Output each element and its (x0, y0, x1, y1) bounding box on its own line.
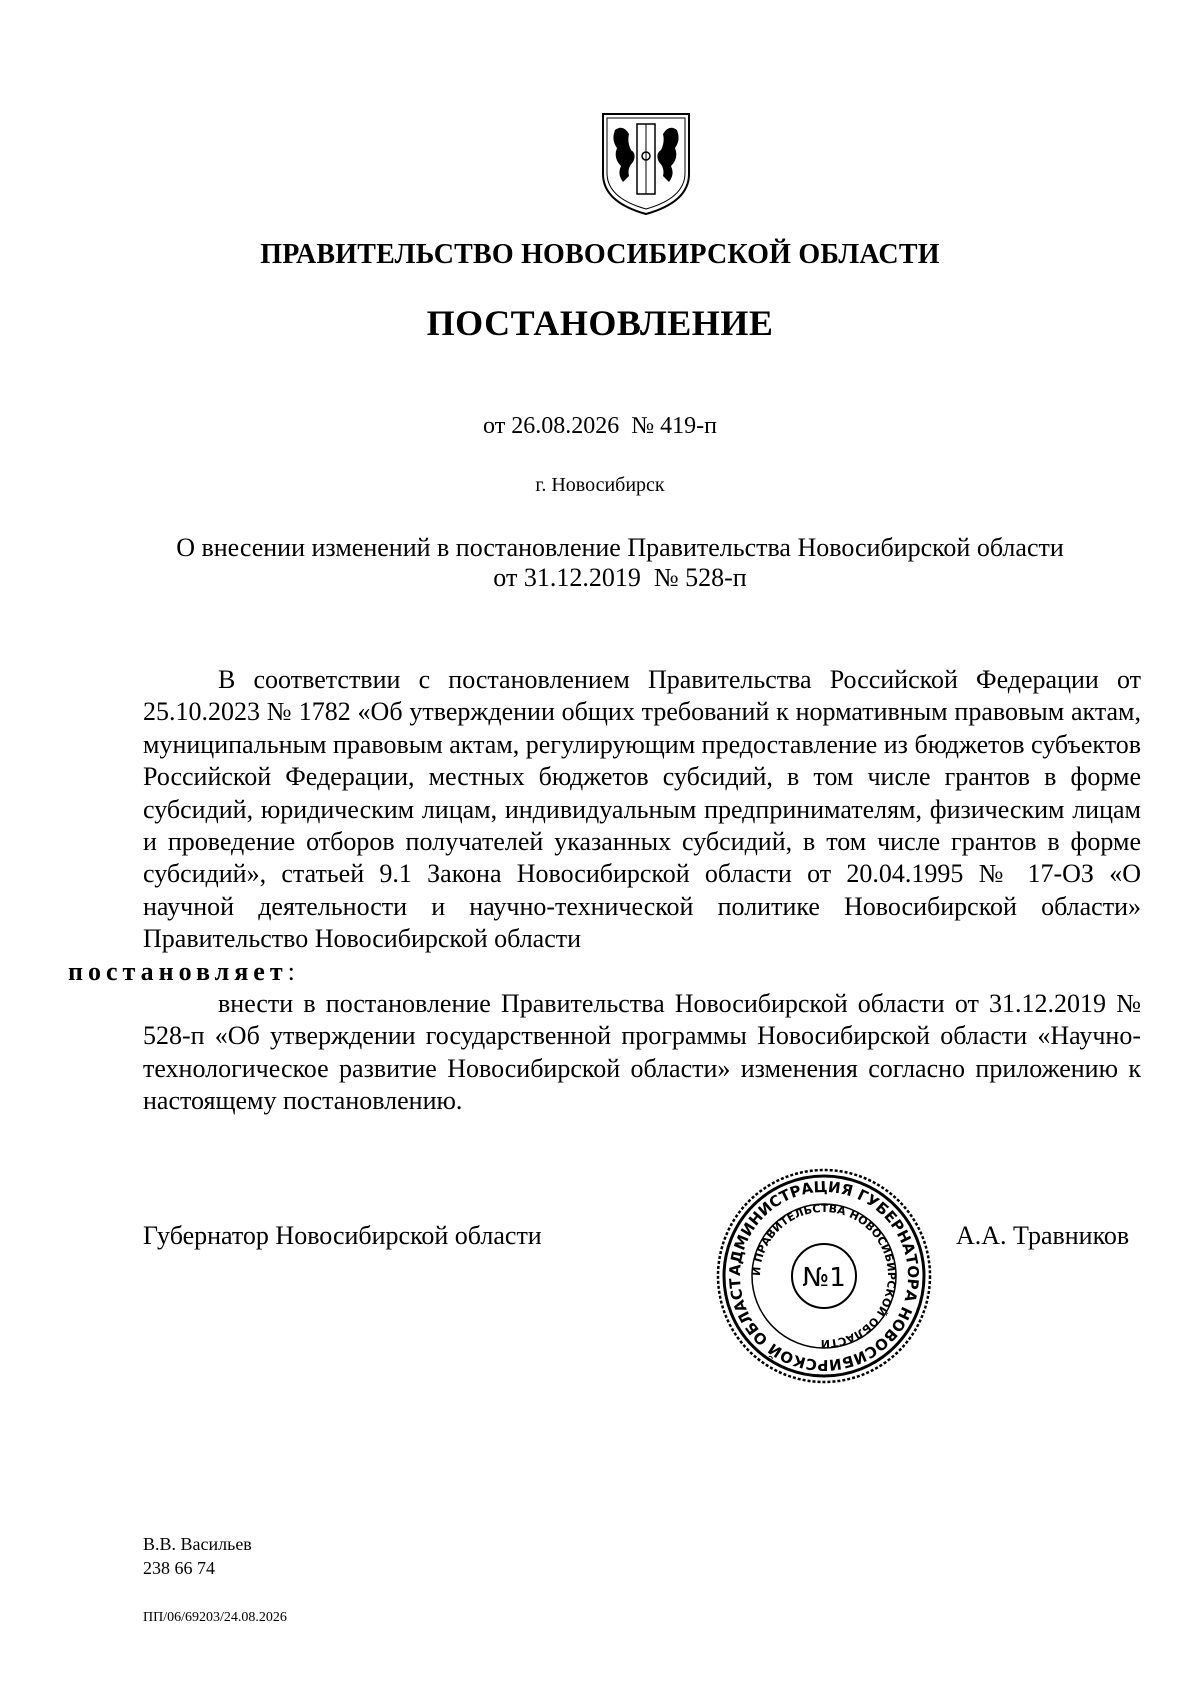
document-body (68, 664, 1141, 1118)
signature-position: Губернатор Новосибирской области (143, 1221, 542, 1250)
executor-phone: 238 66 74 (143, 1558, 215, 1578)
document-city: г. Новосибирск (535, 474, 665, 496)
subject-line-2: от 31.12.2019 № 528-п (493, 563, 747, 592)
body-paragraph-1 (68, 664, 1141, 988)
novosibirsk-coat-of-arms-icon (597, 110, 695, 218)
executor-name: В.В. Васильев (143, 1534, 252, 1554)
subject-line-1: О внесении изменений в постановление Правительства Новосибирской области (176, 533, 1064, 562)
signatory-name: А.А. Травников (956, 1221, 1130, 1250)
government-title: ПРАВИТЕЛЬСТВО НОВОСИБИРСКОЙ ОБЛАСТИ (260, 239, 940, 270)
coat-of-arms-emblem (597, 110, 695, 218)
document-code: ПП/06/69203/24.08.2026 (143, 1610, 287, 1625)
document-subject (150, 533, 1090, 593)
stamp-inner-text: И ПРАВИТЕЛЬСТВА НОВОСИБИРСКОЙ ОБЛАСТИ (749, 1201, 899, 1351)
resolves-word: постановляет (68, 956, 288, 986)
stamp-outer-text: АДМИНИСТРАЦИЯ ГУБЕРНАТОРА НОВОСИБИРСКОЙ ОБЛАСТ (725, 1177, 923, 1375)
stamp-number: №1 (802, 1263, 846, 1293)
resolves-colon: : (287, 956, 295, 986)
body-paragraph-2: внести в постановление Правительства Новосибирской области от 31.12.2019 № 528-п «Об утверждении государственной программы Новосибирской области «Научно-технологическое развитие Новосибирской области» изменения согласно приложению к настоящему постановлению. (143, 989, 1141, 1116)
executor-info (143, 1532, 252, 1580)
body-paragraph-1-text: В соответствии с постановлением Правительства Российской Федерации от 25.10.2023 № 1782 «Об утверждении общих требований к нормативным правовым актам, муниципальным правовым актам, регулирующим предоставление из бюджетов субъектов Российской Федерации, местных бюджетов субсидий, в том числе грантов в форме субсидий, юридическим лицам, индивидуальным предпринимателям, физическим лицам и проведение отборов получателей указанных субсидий, в том числе грантов в форме субсидий», статьей 9.1 Закона Новосибирской области от 20.04.1995 № 17-ОЗ «О научной деятельности и научно-технической политике Новосибирской области» Правительство Новосибирской области (143, 665, 1141, 954)
official-stamp (712, 1164, 936, 1388)
document-type-title: ПОСТАНОВЛЕНИЕ (426, 303, 774, 343)
document-date-number: от 26.08.2026 № 419-п (483, 413, 717, 439)
